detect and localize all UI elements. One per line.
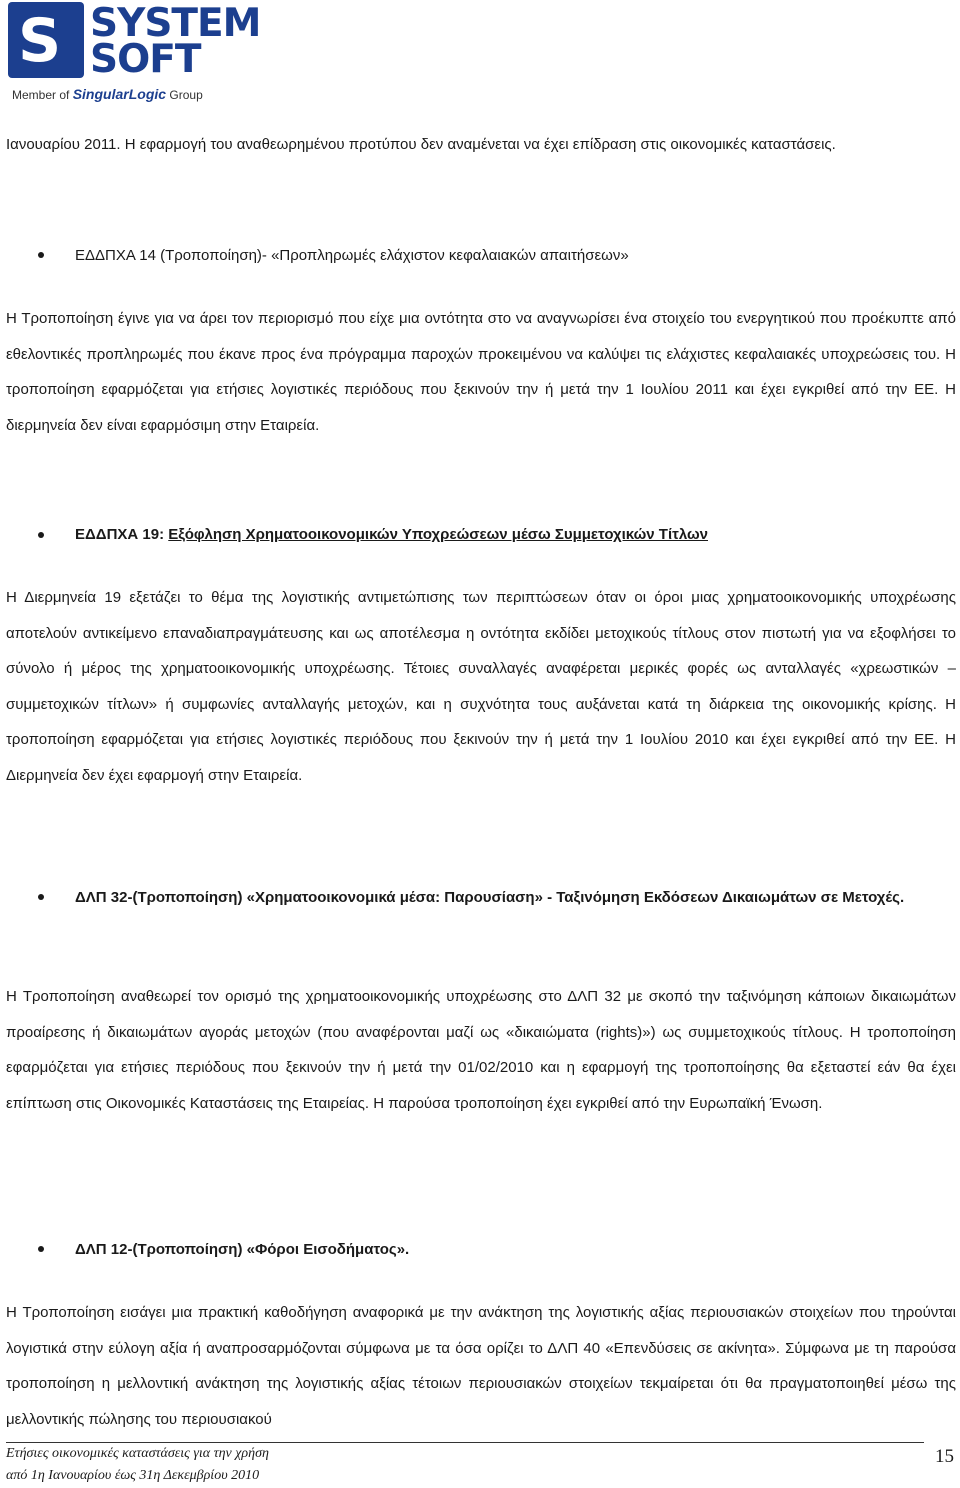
heading-underlined: Εξόφληση Χρηματοοικονομικών Υποχρεώσεων μέσω Συμμετοχικών Τίτλων: [168, 526, 708, 543]
logo-tagline: [12, 86, 203, 102]
intro-paragraph: Ιανουαρίου 2011. Η εφαρμογή του αναθεωρημένου προτύπου δεν αναμένεται να έχει επίδραση στις οικονομικές καταστάσεις.: [6, 136, 836, 153]
logo-s-glyph: S: [18, 6, 62, 76]
bullet-icon: [38, 1246, 44, 1252]
footer-title: Ετήσιες οικονομικές καταστάσεις για την χρήση: [6, 1446, 269, 1461]
bullet-icon: [38, 252, 44, 258]
section-heading-eddpxa14: ΕΔΔΠΧΑ 14 (Τροποποίηση)- «Προπληρωμές ελάχιστον κεφαλαιακών απαιτήσεων»: [75, 247, 629, 264]
logo-word-system: SYSTEM: [90, 1, 261, 46]
section-body-dlp32: Η Τροποποίηση αναθεωρεί τον ορισμό της χρηματοοικονομικής υποχρέωσης στο ΔΛΠ 32 με σκοπό την ταξινόμηση κάποιων δικαιωμάτων προαίρεσης ή δικαιωμάτων αγοράς μετοχών (που αναφέρονται μαζί ως «δικαιώματα (rights)») ως συμμετοχικούς τίτλους. Η τροποποίηση εφαρμόζεται για ετήσιες περιόδους που ξεκινούν την ή μετά την 01/02/2010 και η εφαρμογή της τροποποίησης θα εξεταστεί εάν θα έχει επίπτωση στις Οικονομικές Καταστάσεις της Εταιρείας. Η παρούσα τροποποίηση έχει εγκριθεί από την Ευρωπαϊκή Ένωση.: [6, 988, 956, 1112]
logo-word-soft: SOFT: [90, 37, 201, 82]
page-footer: [0, 1436, 960, 1488]
footer-divider: [6, 1442, 924, 1443]
footer-period: από 1η Ιανουαρίου έως 31η Δεκεμβρίου 2010: [6, 1468, 260, 1483]
bullet-icon: [38, 894, 44, 900]
bullet-icon: [38, 532, 44, 538]
company-logo: [8, 0, 261, 112]
section-heading-dlp12: ΔΛΠ 12-(Τροποποίηση) «Φόροι Εισοδήματος».: [75, 1241, 410, 1258]
heading-prefix: ΕΔΔΠΧΑ 19:: [75, 526, 169, 543]
logo-member-of: Member of: [12, 88, 70, 102]
logo-group: Group: [169, 88, 203, 102]
section-body-eddpxa14: Η Τροποποίηση έγινε για να άρει τον περιορισμό που είχε μια οντότητα στο να αναγνωρίσει ένα στοιχείο του ενεργητικού που προέκυπτε από εθελοντικές προπληρωμές που έκανε προς ένα πρόγραμμα παροχών προκειμένου να καλύψει τις ελάχιστες κεφαλαιακές υποχρεώσεις του. Η τροποποίηση εφαρμόζεται για ετήσιες λογιστικές περιόδους που ξεκινούν την ή μετά την 1 Ιουλίου 2011 και έχει εγκριθεί από την ΕΕ. Η διερμηνεία δεν είναι εφαρμόσιμη στην Εταιρεία.: [6, 310, 956, 434]
section-heading-dlp32: ΔΛΠ 32-(Τροποποίηση) «Χρηματοοικονομικά μέσα: Παρουσίαση» - Ταξινόμηση Εκδόσεων Δικαιωμάτων σε Μετοχές.: [75, 889, 905, 906]
logo-mark: [8, 2, 84, 78]
section-body-eddpxa19: Η Διερμηνεία 19 εξετάζει το θέμα της λογιστικής αντιμετώπισης των περιπτώσεων όταν οι όροι μιας χρηματοοικονομικής υποχρέωσης αποτελούν αντικείμενο επαναδιαπραγμάτευσης και ως αποτέλεσμα η οντότητα εκδίδει μετοχικούς τίτλους στον πιστωτή για να εξοφλήσει το σύνολο ή μέρος της χρηματοοικονομικής υποχρέωσης. Τέτοιες συναλλαγές αναφέρεται μερικές φορές ως ανταλλαγές «χρεωστικών – συμμετοχικών τίτλων» ή συμφωνίες ανταλλαγής μετοχών, και η συχνότητα τους αυξάνεται κατά τη διάρκεια της οικονομικής κρίσης. Η τροποποίηση εφαρμόζεται για ετήσιες λογιστικές περιόδους που ξεκινούν την ή μετά την 1 Ιουλίου 2010 και έχει εγκριθεί από την ΕΕ. Η Διερμηνεία δεν έχει εφαρμογή στην Εταιρεία.: [6, 589, 956, 784]
section-heading-eddpxa19: [75, 516, 957, 553]
section-body-dlp12: Η Τροποποίηση εισάγει μια πρακτική καθοδήγηση αναφορικά με την ανάκτηση της λογιστικής αξίας περιουσιακών στοιχείων που τηρούνται λογιστικά στην εύλογη αξία ή αναπροσαρμόζονται σύμφωνα με τα όσα ορίζει το ΔΛΠ 40 «Επενδύσεις σε ακίνητα». Σύμφωνα με τη παρούσα τροποποίηση η μελλοντική ανάκτηση της λογιστικής αξίας τέτοιων περιουσιακών στοιχείων τεκμαίρεται ότι θα πραγματοποιηθεί μέσω της μελλοντικής πώλησης του περιουσιακού: [6, 1304, 956, 1428]
page-number: 15: [935, 1446, 954, 1467]
logo-singularlogic: SingularLogic: [72, 86, 167, 102]
